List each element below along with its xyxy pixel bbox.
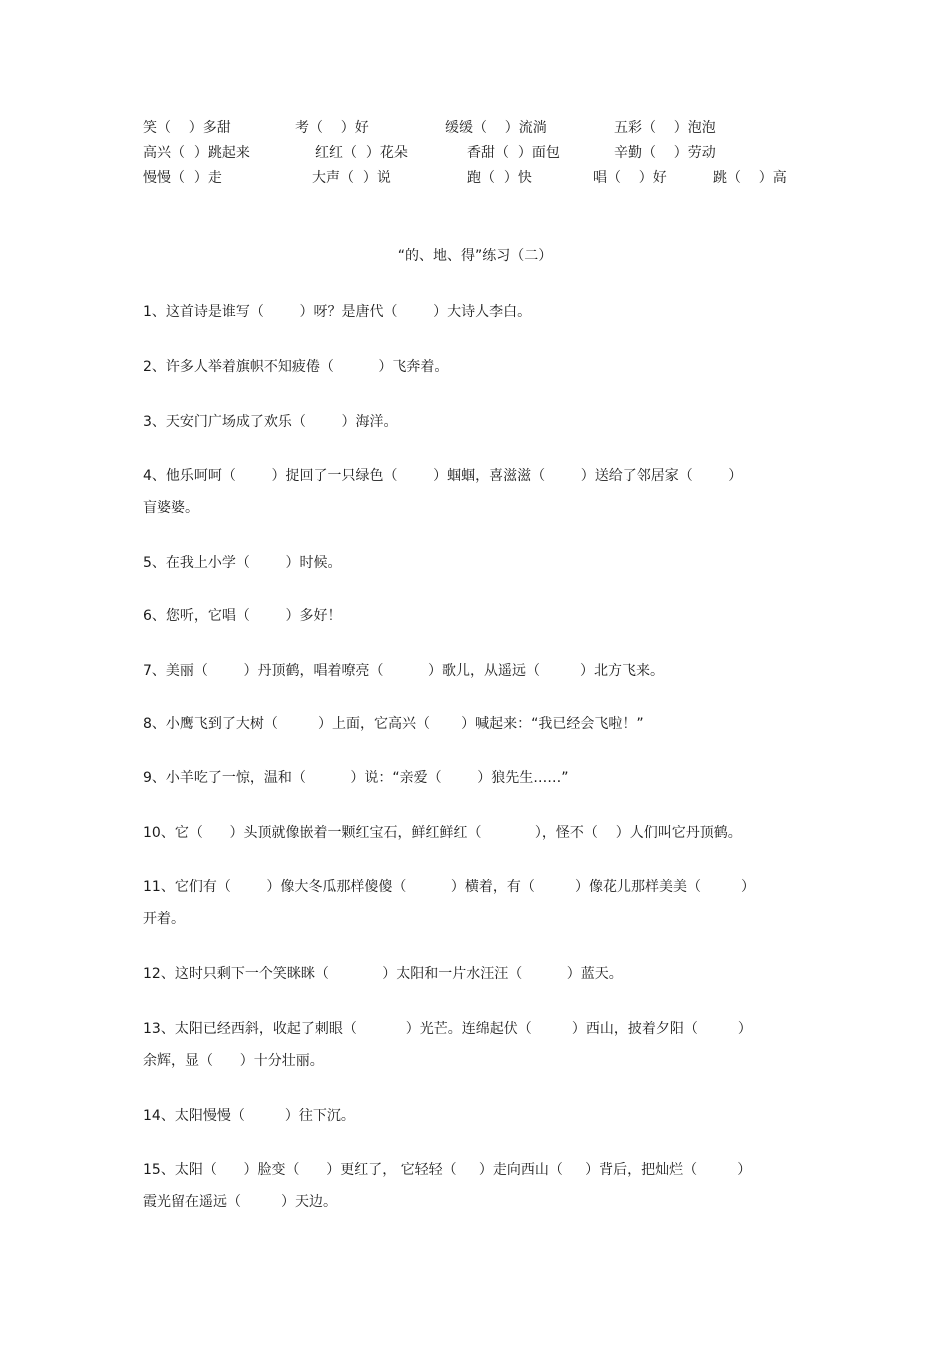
question-line: 霞光留在遥远（ ）天边。: [143, 1194, 338, 1210]
phrase-row: [143, 168, 787, 188]
question-item: [143, 817, 811, 849]
phrase-cell: 香甜（ ）面包: [467, 145, 560, 161]
question-line: 9、小羊吃了一惊，温和（ ）说：“亲爱（ ）狼先生……”: [143, 770, 569, 786]
phrase-cell: 慢慢（ ）走: [143, 170, 222, 186]
question-item: [143, 1154, 811, 1218]
question-item: [143, 296, 811, 328]
question-item: [143, 351, 811, 383]
section-title: “的、地、得”练习（二）: [397, 248, 553, 264]
question-line: 10、它（ ）头顶就像嵌着一颗红宝石，鲜红鲜红（ ），怪不（ ）人们叫它丹顶鹤。: [143, 825, 742, 841]
question-item: [143, 958, 811, 990]
phrase-cell: 红红（ ）花朵: [315, 145, 408, 161]
question-line: 6、您听，它唱（ ）多好！: [143, 608, 342, 624]
question-line: 4、他乐呵呵（ ）捉回了一只绿色（ ）蝈蝈，喜滋滋（ ）送给了邻居家（ ）: [143, 468, 743, 484]
phrase-cell: 五彩（ ）泡泡: [614, 120, 716, 136]
phrase-cell: 跳（ ）高: [713, 170, 787, 186]
phrase-row: [143, 118, 716, 138]
phrase-cell: 大声（ ）说: [312, 170, 391, 186]
question-item: [143, 871, 811, 935]
question-line: 15、太阳（ ）脸变（ ）更红了， 它轻轻（ ）走向西山（ ）背后，把灿烂（ ）: [143, 1162, 752, 1178]
question-line: 3、天安门广场成了欢乐（ ）海洋。: [143, 414, 398, 430]
question-line: 14、太阳慢慢（ ）往下沉。: [143, 1108, 355, 1124]
question-item: [143, 1100, 811, 1132]
question-line: 13、太阳已经西斜，收起了刺眼（ ）光芒。连绵起伏（ ）西山，披着夕阳（ ）: [143, 1021, 752, 1037]
question-item: [143, 600, 811, 632]
question-line: 开着。: [143, 911, 185, 927]
phrase-row: [143, 143, 716, 163]
phrase-cell: 考（ ）好: [295, 120, 369, 136]
question-item: [143, 406, 811, 438]
question-item: [143, 460, 811, 524]
phrase-cell: 高兴（ ）跳起来: [143, 145, 250, 161]
phrase-cell: 缓缓（ ）流淌: [445, 120, 547, 136]
question-item: [143, 1013, 811, 1077]
question-line: 5、在我上小学（ ）时候。: [143, 555, 342, 571]
question-line: 2、许多人举着旗帜不知疲倦（ ）飞奔着。: [143, 359, 449, 375]
question-item: [143, 547, 811, 579]
question-line: 7、美丽（ ）丹顶鹤，唱着嘹亮（ ）歌儿，从遥远（ ）北方飞来。: [143, 663, 665, 679]
phrase-cell: 唱（ ）好: [593, 170, 667, 186]
question-line: 1、这首诗是谁写（ ）呀？是唐代（ ）大诗人李白。: [143, 304, 532, 320]
phrase-cell: 跑（ ）快: [467, 170, 532, 186]
question-item: [143, 708, 811, 740]
question-item: [143, 655, 811, 687]
question-line: 12、这时只剩下一个笑眯眯（ ）太阳和一片水汪汪（ ）蓝天。: [143, 966, 623, 982]
question-line: 余辉，显（ ）十分壮丽。: [143, 1053, 324, 1069]
question-line: 11、它们有（ ）像大冬瓜那样傻傻（ ）横着，有（ ）像花儿那样美美（ ）: [143, 879, 756, 895]
question-line: 8、小鹰飞到了大树（ ）上面，它高兴（ ）喊起来：“我已经会飞啦！”: [143, 716, 644, 732]
question-line: 盲婆婆。: [143, 500, 199, 516]
phrase-cell: 辛勤（ ）劳动: [614, 145, 716, 161]
question-item: [143, 762, 811, 794]
phrase-cell: 笑（ ）多甜: [143, 120, 231, 136]
